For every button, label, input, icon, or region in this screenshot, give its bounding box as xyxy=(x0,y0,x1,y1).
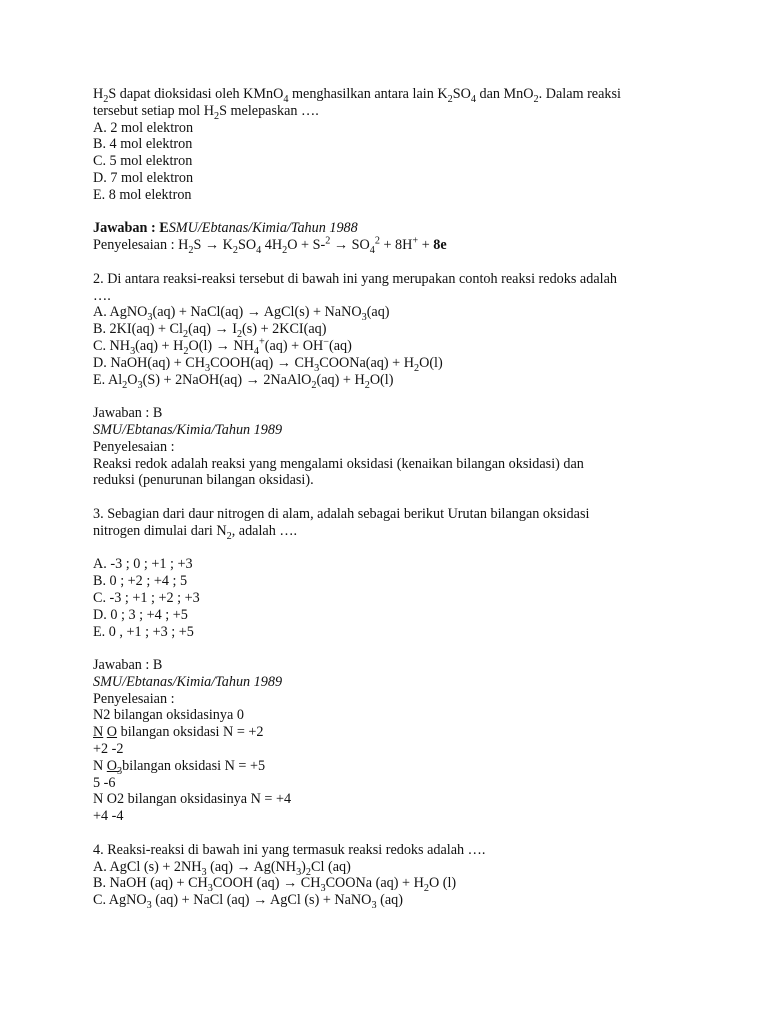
q3-stem-line-1: 3. Sebagian dari daur nitrogen di alam, adalah sebagai berikut Urutan bilangan oksidasi xyxy=(93,505,590,522)
q3-work-line: N O bilangan oksidasi N = +2 xyxy=(93,724,264,741)
q2-explanation-line-2: reduksi (penurunan bilangan oksidasi). xyxy=(93,472,314,489)
q3-option-b: B. 0 ; +2 ; +4 ; 5 xyxy=(93,573,188,590)
q2-solution-label: Penyelesaian : xyxy=(93,438,175,455)
q2-answer: Jawaban : B xyxy=(93,405,163,422)
q2-source: SMU/Ebtanas/Kimia/Tahun 1989 xyxy=(93,421,283,438)
q1-option-c: C. 5 mol elektron xyxy=(93,153,193,170)
q4-option-b: B. NaOH $(aq) + CH_3COOH$ $(aq) \to CH_3COONa$ $(aq) + H_2O$ (l) xyxy=(93,875,457,895)
q3-work-line: N $O_3bilangan$ oksidasi N = +5 xyxy=(93,757,266,777)
q1-option-a: A. 2 mol elektron xyxy=(93,119,194,136)
q1-solution: Penyelesaian : $H_2S \to K_2SO_4$ $4H_2O + S-^2 \to SO_4^2 + 8H^+ + 8e$ xyxy=(93,235,447,256)
q1-answer-label: Jawaban : E xyxy=(93,220,169,237)
q3-solution-label: Penyelesaian : xyxy=(93,690,175,707)
q1-stem-line-1: $H_2S$ dapat dioksidasi oleh KMnO$_4$ menghasilkan antara lain $K_2SO_4$ dan MnO$_2$. Dalam reaksi xyxy=(93,86,621,105)
q1-option-d: D. 7 mol elektron xyxy=(93,169,194,186)
q3-work-line: +4 -4 xyxy=(93,808,124,825)
q4-stem: 4. Reaksi-reaksi di bawah ini yang termasuk reaksi redoks adalah …. xyxy=(93,841,486,858)
q1-answer-source: SMU/Ebtanas/Kimia/Tahun 1988 xyxy=(168,220,358,237)
q1-option-b: B. 4 mol elektron xyxy=(93,136,193,153)
q2-stem-line-1: 2. Di antara reaksi-reaksi tersebut di bawah ini yang merupakan contoh reaksi redoks adalah xyxy=(93,270,617,287)
q2-stem-line-2: …. xyxy=(93,287,111,304)
q3-option-e: E. 0 , +1 ; +3 ; +5 xyxy=(93,623,194,640)
document-page xyxy=(93,86,693,912)
q2-option-b: B. $2KI(aq) + Cl_2(aq) \to I_2(s) + 2KCI(aq)$ xyxy=(93,321,327,340)
q1-option-e: E. 8 mol elektron xyxy=(93,186,192,203)
q2-option-c: C. $NH_3(aq) + H_2O(l) \to NH_4^+(aq) + OH^-(aq)$ xyxy=(93,336,352,357)
q2-option-d: D. NaOH(aq) + $CH_3COOH(aq)$ → $CH_3COONa(aq) + H_2O(l)$ xyxy=(93,354,443,374)
q2-option-a: A. AgNO$_3$(aq) + NaCl(aq) → AgCl(s) + NaNO$_3$(aq) xyxy=(93,304,390,324)
q3-option-c: C. -3 ; +1 ; +2 ; +3 xyxy=(93,589,200,606)
q4-option-a: A. AgCl $(s) + 2NH_3$ $(aq) \to Ag(NH_3)_2Cl$ (aq) xyxy=(93,858,351,878)
q1-answer xyxy=(93,220,693,237)
q3-option-a: A. -3 ; 0 ; +1 ; +3 xyxy=(93,556,193,573)
q3-answer: Jawaban : B xyxy=(93,657,163,674)
q4-option-c: C. AgNO$_3$ (aq) + NaCl (aq) → AgCl (s) + NaNO$_3$ (aq) xyxy=(93,892,403,912)
q3-option-d: D. 0 ; 3 ; +4 ; +5 xyxy=(93,606,188,623)
q3-work-line: 5 -6 xyxy=(93,774,116,791)
q2-option-e: E. $Al_2O_3(S)$ + 2NaOH(aq) → 2NaAlO$_2$(aq) + $H_2O(l)$ xyxy=(93,371,394,391)
q3-work-line: N O2 bilangan oksidasinya N = +4 xyxy=(93,791,292,808)
q3-work-line: N2 bilangan oksidasinya 0 xyxy=(93,707,244,724)
q3-stem-line-2: nitrogen dimulai dari $N_2$, adalah …. xyxy=(93,522,298,542)
q3-work-line: +2 -2 xyxy=(93,741,124,758)
q3-source: SMU/Ebtanas/Kimia/Tahun 1989 xyxy=(93,673,283,690)
q1-stem-line-2: tersebut setiap mol $H_2S$ melepaskan …. xyxy=(93,102,319,122)
q2-explanation-line-1: Reaksi redok adalah reaksi yang mengalami oksidasi (kenaikan bilangan oksidasi) dan xyxy=(93,455,584,472)
